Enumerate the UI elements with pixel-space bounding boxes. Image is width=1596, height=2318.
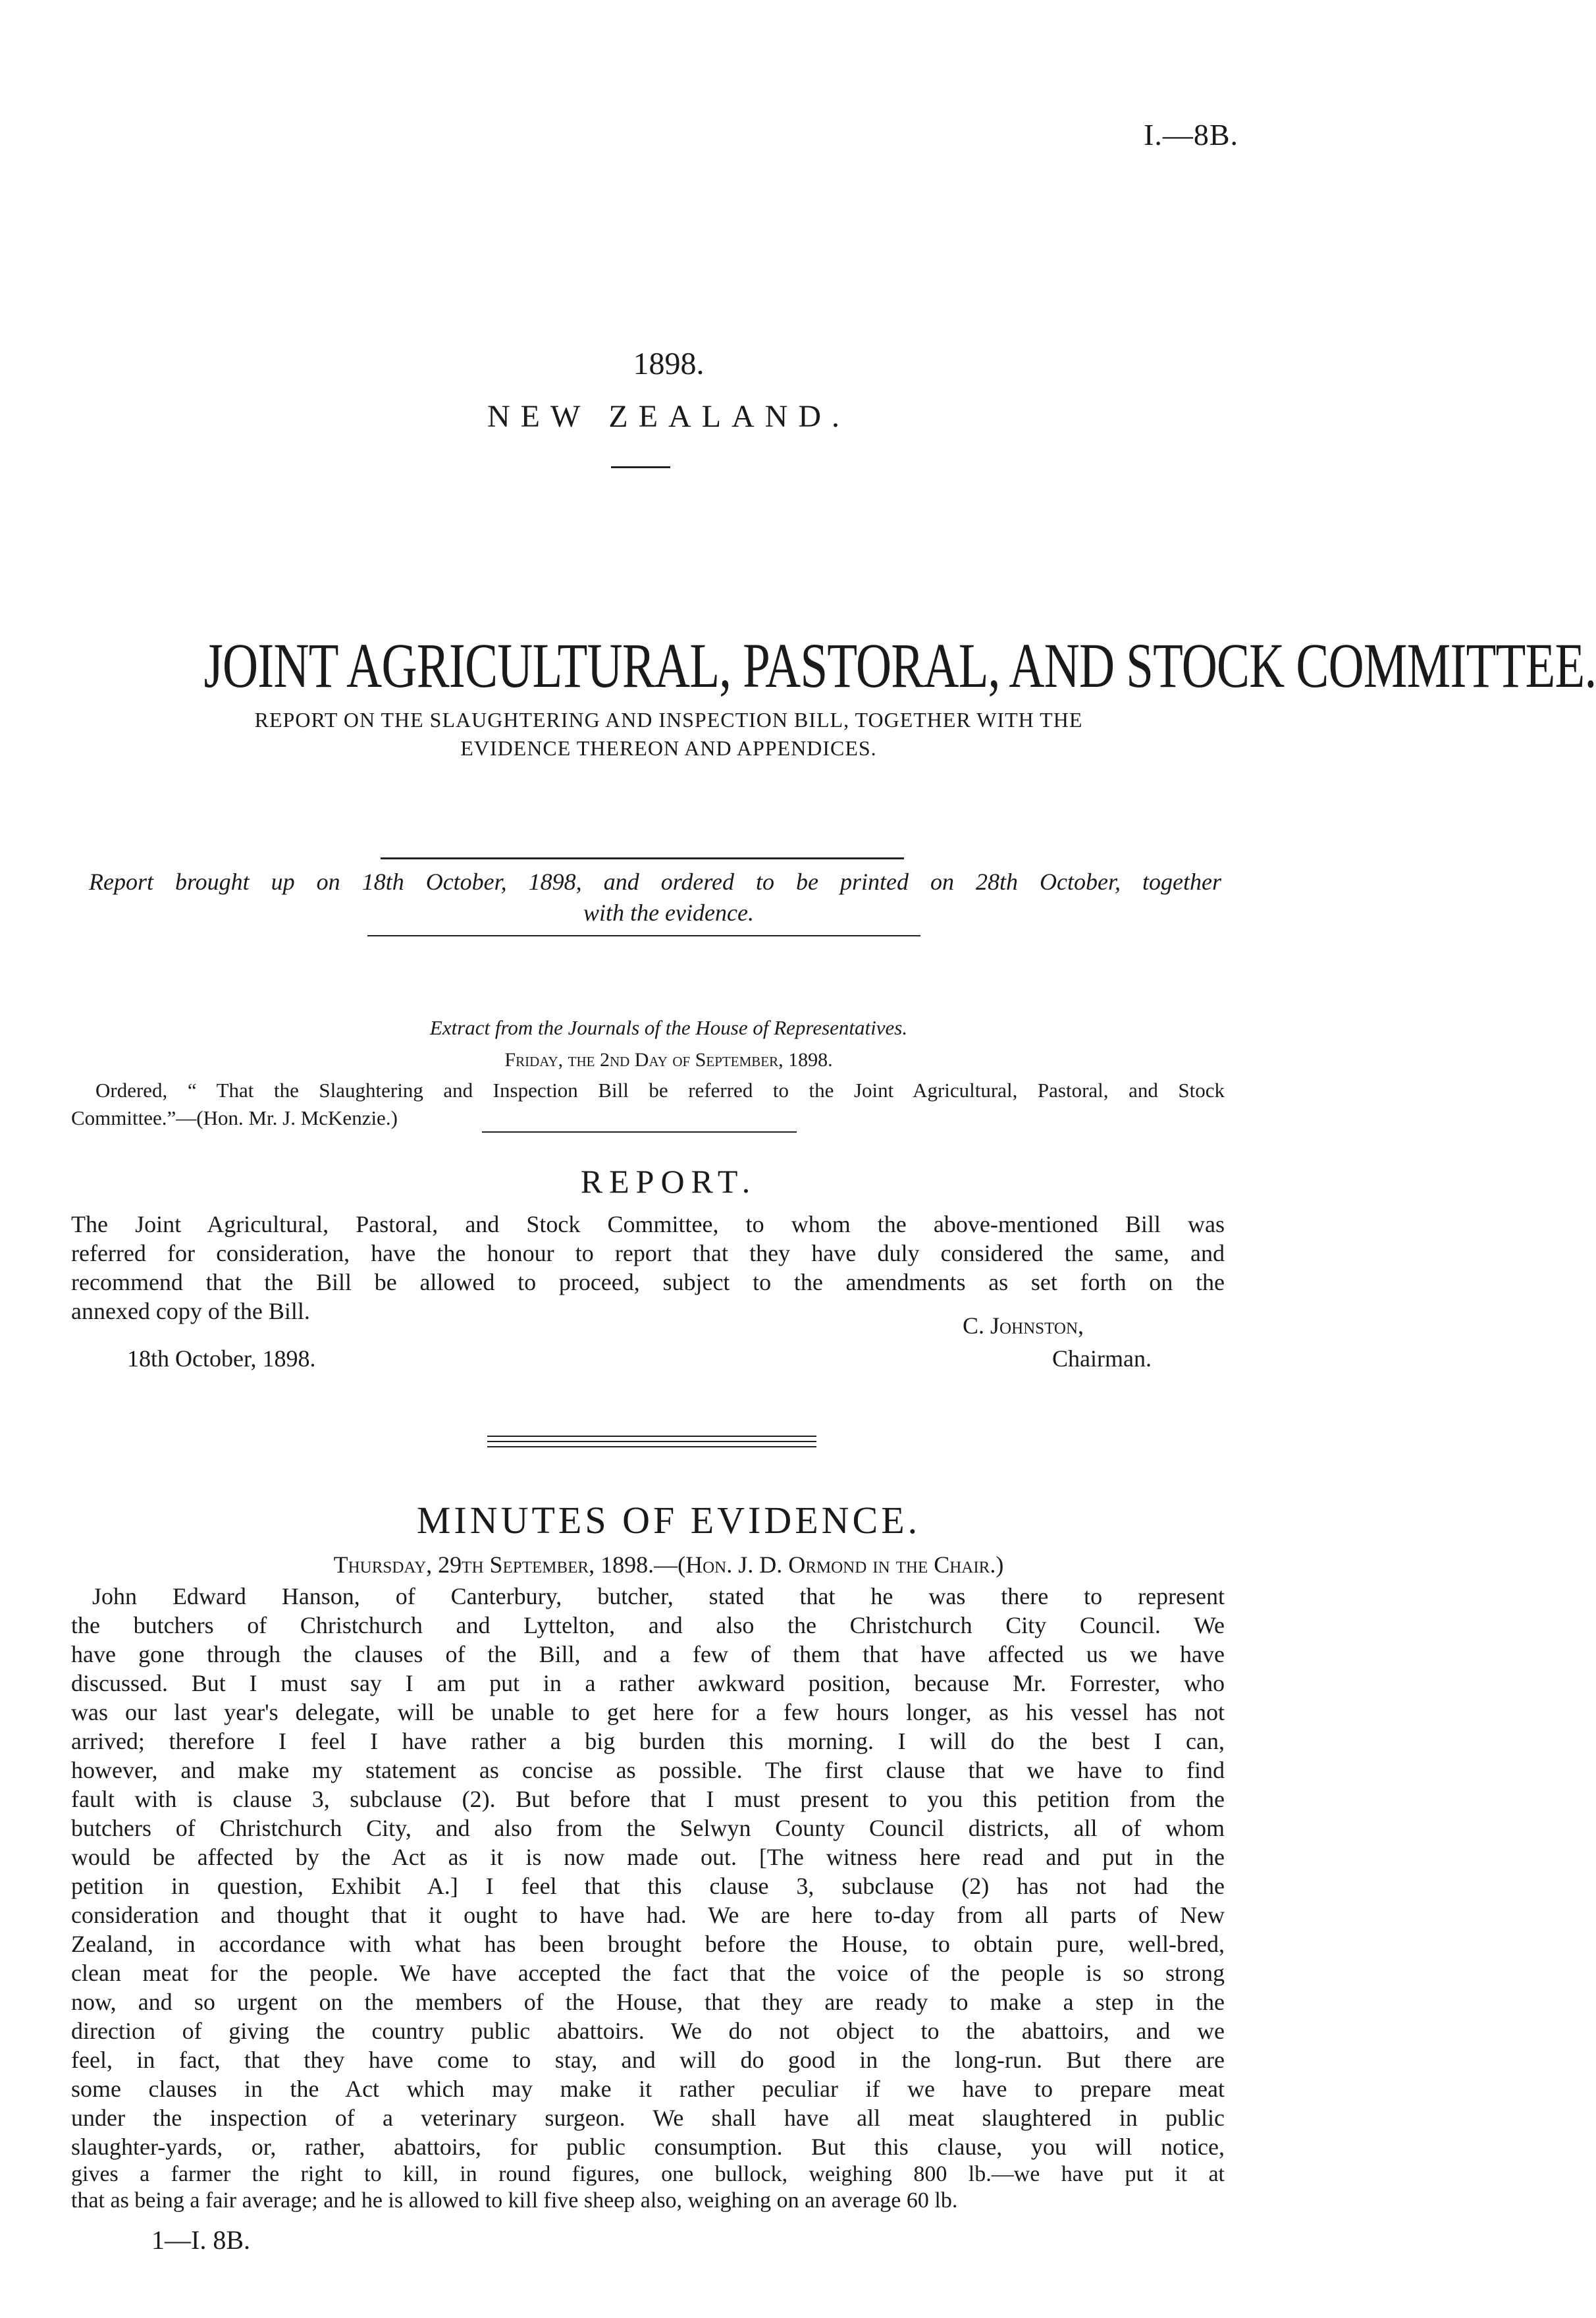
evidence-line: John Edward Hanson, of Canterbury, butcher, stated that he was there to represent: [92, 1583, 1225, 1609]
divider: [611, 466, 670, 468]
evidence-line: consideration and thought that it ought to have had. We are here to-day from all parts of New: [71, 1902, 1225, 1928]
main-title: JOINT AGRICULTURAL, PASTORAL, AND STOCK COMMITTEE.: [203, 630, 1596, 701]
divider: [487, 1436, 816, 1437]
report-heading: REPORT.: [580, 1163, 757, 1200]
evidence-line: now, and so urgent on the members of the House, that they are ready to make a step in the: [71, 1989, 1225, 2015]
evidence-line: gives a farmer the right to kill, in round figures, one bullock, weighing 800 lb.—we have put it at: [71, 2162, 1225, 2186]
divider: [487, 1441, 816, 1442]
country: NEW ZEALAND.: [487, 399, 851, 434]
extract-heading: Extract from the Journals of the House of Representatives.: [429, 1016, 908, 1039]
evidence-line: was our last year's delegate, will be unable to get here for a few hours longer, as his vessel has not: [71, 1699, 1225, 1725]
evidence-line: however, and make my statement as concise as possible. The first clause that we have to find: [71, 1757, 1225, 1783]
report-text-line: annexed copy of the Bill.: [71, 1298, 310, 1324]
order-line-1: Ordered, “ That the Slaughtering and Inspection Bill be referred to the Joint Agricultural, Pastoral, and Stock: [95, 1079, 1225, 1102]
evidence-line: Zealand, in accordance with what has been brought before the House, to obtain pure, well-bred,: [71, 1931, 1225, 1957]
evidence-line: arrived; therefore I feel I have rather a big burden this morning. I will do the best I can,: [71, 1728, 1225, 1754]
minutes-heading: MINUTES OF EVIDENCE.: [416, 1499, 921, 1542]
evidence-line: discussed. But I must say I am put in a rather awkward position, because Mr. Forrester, who: [71, 1670, 1225, 1696]
evidence-line: butchers of Christchurch City, and also from the Selwyn County Council districts, all of whom: [71, 1815, 1225, 1841]
subtitle-line-1: REPORT ON THE SLAUGHTERING AND INSPECTION BILL, TOGETHER WITH THE: [254, 708, 1083, 732]
divider: [367, 935, 920, 936]
report-text-line: recommend that the Bill be allowed to proceed, subject to the amendments as set forth on the: [71, 1269, 1225, 1295]
evidence-line: fault with is clause 3, subclause (2). But before that I must present to you this petition from the: [71, 1786, 1225, 1812]
subtitle-line-2: EVIDENCE THEREON AND APPENDICES.: [460, 736, 877, 760]
evidence-line: would be affected by the Act as it is now made out. [The witness here read and put in the: [71, 1844, 1225, 1870]
minutes-date-line: Thursday, 29th September, 1898.—(Hon. J. D. Ormond in the Chair.): [333, 1551, 1004, 1578]
report-date: 18th October, 1898.: [127, 1345, 316, 1372]
report-text-line: The Joint Agricultural, Pastoral, and Stock Committee, to whom the above-mentioned Bill was: [71, 1211, 1225, 1237]
chairman-name: C. Johnston,: [963, 1312, 1084, 1339]
page-signature: 1—I. 8B.: [151, 2225, 250, 2255]
evidence-line: clean meat for the people. We have accepted the fact that the voice of the people is so strong: [71, 1960, 1225, 1986]
evidence-line: that as being a fair average; and he is allowed to kill five sheep also, weighing on an average 60 lb.: [71, 2188, 958, 2213]
divider: [381, 857, 904, 859]
evidence-line: have gone through the clauses of the Bill, and a few of them that have affected us we have: [71, 1641, 1225, 1667]
order-line-2: Committee.”—(Hon. Mr. J. McKenzie.): [71, 1106, 398, 1129]
divider: [487, 1446, 816, 1447]
evidence-line: feel, in fact, that they have come to stay, and will do good in the long-run. But there are: [71, 2047, 1225, 2073]
evidence-line: direction of giving the country public abattoirs. We do not object to the abattoirs, and we: [71, 2018, 1225, 2044]
report-brought-up-line-1: Report brought up on 18th October, 1898, and ordered to be printed on 28th October, together: [89, 869, 1221, 895]
year: 1898.: [633, 346, 705, 381]
evidence-line: under the inspection of a veterinary surgeon. We shall have all meat slaughtered in public: [71, 2105, 1225, 2131]
document-reference: I.—8B.: [1144, 118, 1238, 151]
report-text-line: referred for consideration, have the honour to report that they have duly considered the same, and: [71, 1240, 1225, 1266]
chairman-title: Chairman.: [1052, 1345, 1152, 1372]
evidence-line: slaughter-yards, or, rather, abattoirs, for public consumption. But this clause, you will notice,: [71, 2134, 1225, 2160]
evidence-line: some clauses in the Act which may make it rather peculiar if we have to prepare meat: [71, 2076, 1225, 2102]
report-brought-up-line-2: with the evidence.: [583, 900, 754, 926]
divider: [482, 1131, 797, 1133]
extract-date: Friday, the 2nd Day of September, 1898.: [504, 1049, 833, 1071]
evidence-line: the butchers of Christchurch and Lyttelton, and also the Christchurch City Council. We: [71, 1612, 1225, 1638]
evidence-line: petition in question, Exhibit A.] I feel that this clause 3, subclause (2) has not had the: [71, 1873, 1225, 1899]
